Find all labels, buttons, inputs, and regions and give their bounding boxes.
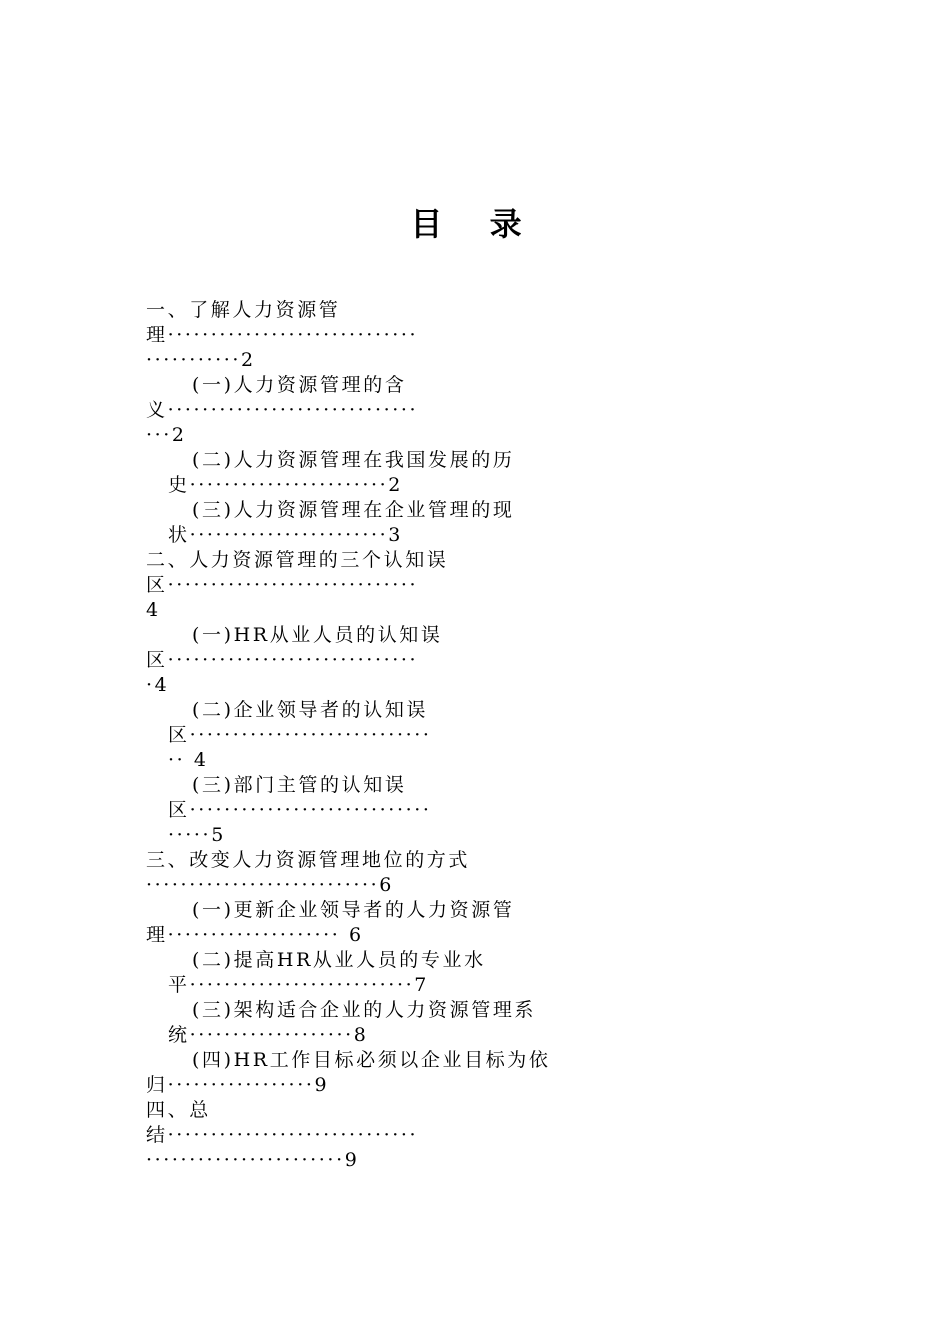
toc-line: ·4: [146, 674, 170, 696]
toc-line: ·······················9: [146, 1149, 360, 1171]
toc-line: ·· 4: [168, 749, 209, 771]
toc-line: 统···················8: [168, 1024, 369, 1046]
toc-line: 理·····························: [146, 324, 419, 346]
toc-line: 区····························: [168, 724, 432, 746]
toc-line: 状·······················3: [168, 524, 403, 546]
toc-line: (三)人力资源管理在企业管理的现: [192, 499, 515, 521]
toc-line: (一)人力资源管理的含: [192, 374, 407, 396]
toc-line: (四)HR工作目标必须以企业目标为依: [192, 1049, 551, 1071]
toc-line: (二)企业领导者的认知误: [192, 699, 429, 721]
toc-line: 结·····························: [146, 1124, 419, 1146]
toc-line: 一、了解人力资源管: [146, 299, 341, 321]
toc-line: 平··························7: [168, 974, 429, 996]
toc-line: (一)HR从业人员的认知误: [192, 624, 443, 646]
toc-line: (一)更新企业领导者的人力资源管: [192, 899, 515, 921]
toc-line: (二)人力资源管理在我国发展的历: [192, 449, 515, 471]
toc-line: 义·····························: [146, 399, 419, 421]
toc-line: (三)架构适合企业的人力资源管理系: [192, 999, 537, 1021]
toc-line: 四、总: [146, 1099, 211, 1121]
toc-line: 区·····························: [146, 574, 419, 596]
toc-line: ···2: [146, 424, 187, 446]
toc-title: 目 录: [410, 205, 540, 243]
toc-line: ···········2: [146, 349, 256, 371]
toc-line: 二、人力资源管理的三个认知误: [146, 549, 449, 571]
toc-line: 区·····························: [146, 649, 419, 671]
toc-line: 理···················· 6: [146, 924, 364, 946]
toc-line: ·····5: [168, 824, 226, 846]
toc-line: 三、改变人力资源管理地位的方式: [146, 849, 471, 871]
toc-line: 区····························: [168, 799, 432, 821]
toc-line: 史·······················2: [168, 474, 403, 496]
toc-line: ···························6: [146, 874, 394, 896]
toc-line: 归·················9: [146, 1074, 330, 1096]
toc-line: 4: [146, 599, 161, 621]
toc-line: (三)部门主管的认知误: [192, 774, 407, 796]
toc-line: (二)提高HR从业人员的专业水: [192, 949, 486, 971]
